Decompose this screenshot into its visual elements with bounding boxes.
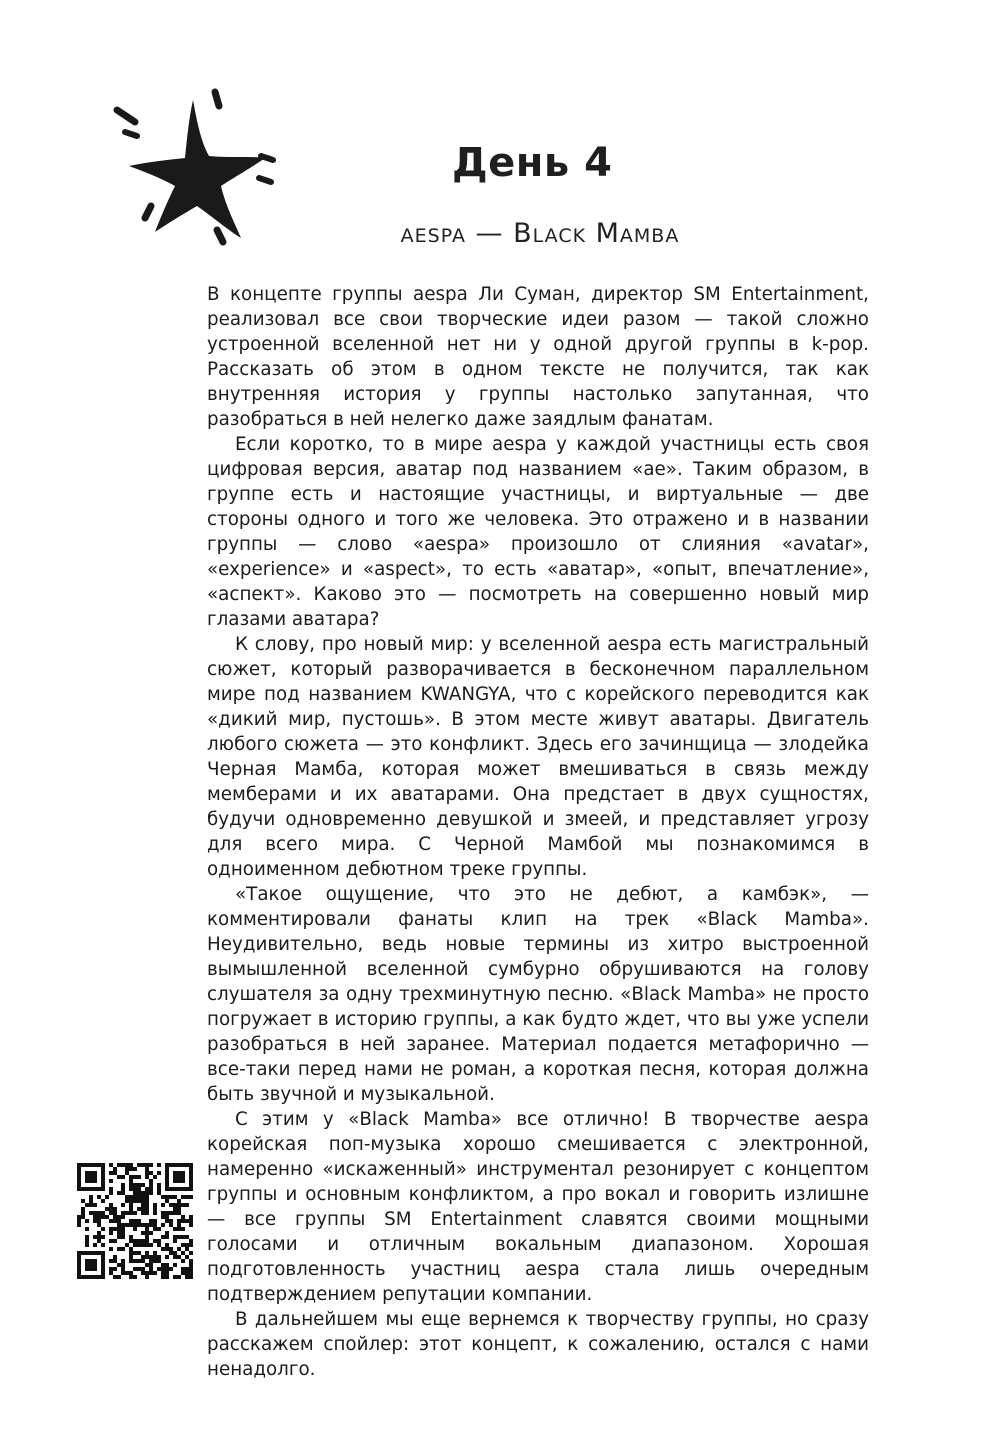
paragraph: Если коротко, то в мире aespa у каждой участницы есть своя цифровая версия, аватар под названием «ae». Таким образом, в группе есть и настоящие участницы, и виртуальные — две стороны одного и того же человека. Это отражено и в названии группы — слово «aespa» произошло от слияния «avatar», «experience» и «aspect», то есть «аватар», «опыт, впечатление», «аспект». Каково это — посмотреть на совершенно новый мир глазами аватара? <box>207 434 869 630</box>
star-doodle-icon <box>105 82 285 252</box>
qr-code-icon[interactable] <box>77 1163 193 1279</box>
page-title: День 4 <box>452 140 613 186</box>
paragraph: К слову, про новый мир: у вселенной aespa есть магистральный сюжет, который разворачивается в бесконечном параллельном мире под названием KWANGYA, что с корейского переводится как «дикий мир, пустошь». В этом месте живут аватары. Двигатель любого сюжета — это конфликт. Здесь его зачинщица — злодейка Черная Мамба, которая может вмешиваться в связь между мемберами и их аватарами. Она предстает в двух сущностях, будучи одновременно девушкой и змеей, и представляет угрозу для всего мира. С Черной Мамбой мы познакомимся в одноименном дебютном треке группы. <box>207 634 869 880</box>
page-subtitle: aespa — Black Mamba <box>400 218 680 249</box>
paragraph: В дальнейшем мы еще вернемся к творчеству группы, но сразу расскажем спойлер: этот концепт, к сожалению, остался с нами ненадолго. <box>207 1309 869 1380</box>
paragraph: С этим у «Black Mamba» все отлично! В творчестве aespa корейская поп-музыка хорошо смешивается с электронной, намеренно «искаженный» инструментал резонирует с концептом группы и основным конфликтом, а про вокал и говорить излишне — все группы SM Entertainment славятся своими мощными голосами и отличным вокальным диапазоном. Хорошая подготовленность участниц aespa стала лишь очередным подтверждением репутации компании. <box>207 1109 869 1305</box>
paragraph: «Такое ощущение, что это не дебют, а камбэк», — комментировали фанаты клип на трек «Black Mamba». Неудивительно, ведь новые термины из хитро выстроенной вымышленной вселенной сумбурно обрушиваются на голову слушателя за одну трехминутную песню. «Black Mamba» не просто погружает в историю группы, а как будто ждет, что вы уже успели разобраться в ней заранее. Материал подается метафорично — все-таки перед нами не роман, а короткая песня, которая должна быть звучной и музыкальной. <box>207 884 869 1105</box>
star-shape <box>129 100 265 238</box>
article-body <box>207 282 869 1382</box>
paragraph: В концепте группы aespa Ли Суман, директор SM Entertainment, реализовал все свои творческие идеи разом — такой сложно устроенной вселенной нет ни у одной другой группы в k-pop. Рассказать об этом в одном тексте не получится, так как внутренняя история у группы настолько запутанная, что разобраться в ней нелегко даже заядлым фанатам. <box>207 284 869 430</box>
